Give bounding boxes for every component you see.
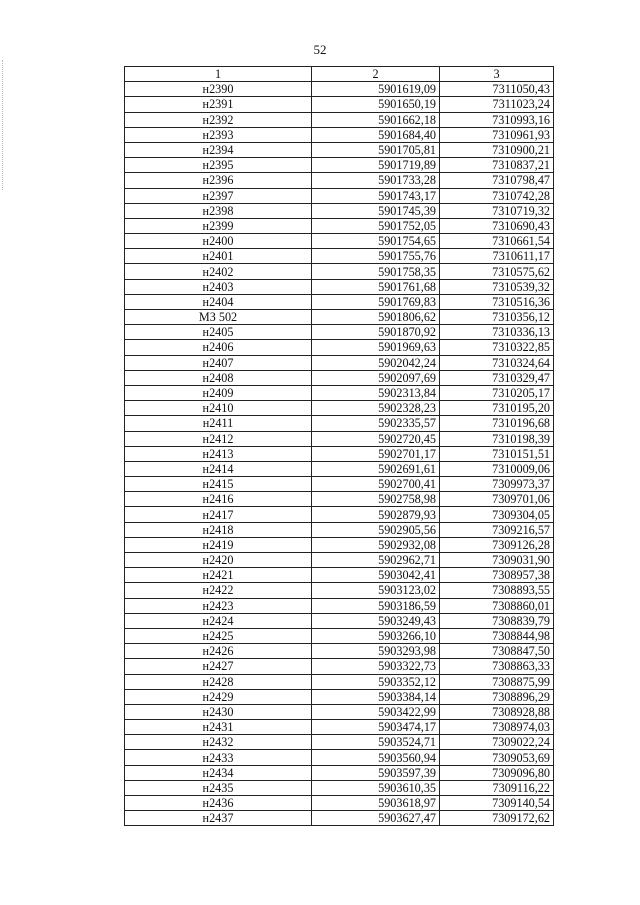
point-name-cell: н2431	[125, 720, 312, 735]
point-name-cell: н2418	[125, 522, 312, 537]
x-coordinate-cell: 5903422,99	[312, 704, 440, 719]
table-row	[125, 613, 554, 628]
y-coordinate-cell: 7309126,28	[440, 537, 554, 552]
x-coordinate-cell: 5903042,41	[312, 568, 440, 583]
x-coordinate-cell: 5903384,14	[312, 689, 440, 704]
y-coordinate-cell: 7310961,93	[440, 127, 554, 142]
point-name-cell: н2391	[125, 97, 312, 112]
y-coordinate-cell: 7308974,03	[440, 720, 554, 735]
x-coordinate-cell: 5901705,81	[312, 142, 440, 157]
table-row	[125, 568, 554, 583]
point-name-cell: н2430	[125, 704, 312, 719]
y-coordinate-cell: 7309973,37	[440, 477, 554, 492]
column-header-y: 3	[440, 67, 554, 82]
table-row	[125, 142, 554, 157]
table-row	[125, 446, 554, 461]
x-coordinate-cell: 5901684,40	[312, 127, 440, 142]
point-name-cell: МЗ 502	[125, 310, 312, 325]
point-name-cell: н2412	[125, 431, 312, 446]
x-coordinate-cell: 5903322,73	[312, 659, 440, 674]
table-row	[125, 127, 554, 142]
y-coordinate-cell: 7310322,85	[440, 340, 554, 355]
y-coordinate-cell: 7308839,79	[440, 613, 554, 628]
point-name-cell: н2410	[125, 401, 312, 416]
table-row	[125, 704, 554, 719]
table-row	[125, 158, 554, 173]
y-coordinate-cell: 7310993,16	[440, 112, 554, 127]
y-coordinate-cell: 7309216,57	[440, 522, 554, 537]
y-coordinate-cell: 7310329,47	[440, 370, 554, 385]
x-coordinate-cell: 5901969,63	[312, 340, 440, 355]
table-row	[125, 674, 554, 689]
x-coordinate-cell: 5901755,76	[312, 249, 440, 264]
y-coordinate-cell: 7310205,17	[440, 385, 554, 400]
column-header-x: 2	[312, 67, 440, 82]
y-coordinate-cell: 7308875,99	[440, 674, 554, 689]
x-coordinate-cell: 5903618,97	[312, 796, 440, 811]
x-coordinate-cell: 5901761,68	[312, 279, 440, 294]
y-coordinate-cell: 7310661,54	[440, 234, 554, 249]
point-name-cell: н2392	[125, 112, 312, 127]
x-coordinate-cell: 5901745,39	[312, 203, 440, 218]
table-row	[125, 234, 554, 249]
table-row	[125, 249, 554, 264]
table-row	[125, 537, 554, 552]
table-row	[125, 780, 554, 795]
table-row	[125, 97, 554, 112]
point-name-cell: н2422	[125, 583, 312, 598]
table-body	[125, 82, 554, 826]
x-coordinate-cell: 5902700,41	[312, 477, 440, 492]
table-row	[125, 720, 554, 735]
y-coordinate-cell: 7308847,50	[440, 644, 554, 659]
x-coordinate-cell: 5902932,08	[312, 537, 440, 552]
y-coordinate-cell: 7310900,21	[440, 142, 554, 157]
page-number: 52	[313, 42, 327, 57]
table-row	[125, 401, 554, 416]
scan-margin-marks	[2, 60, 5, 190]
point-name-cell: н2405	[125, 325, 312, 340]
table-row	[125, 279, 554, 294]
y-coordinate-cell: 7308928,88	[440, 704, 554, 719]
table-row	[125, 811, 554, 826]
column-header-point: 1	[125, 67, 312, 82]
x-coordinate-cell: 5901870,92	[312, 325, 440, 340]
point-name-cell: н2404	[125, 294, 312, 309]
point-name-cell: н2436	[125, 796, 312, 811]
point-name-cell: н2401	[125, 249, 312, 264]
y-coordinate-cell: 7309701,06	[440, 492, 554, 507]
x-coordinate-cell: 5903610,35	[312, 780, 440, 795]
table-row	[125, 750, 554, 765]
table-row	[125, 659, 554, 674]
x-coordinate-cell: 5901758,35	[312, 264, 440, 279]
y-coordinate-cell: 7310151,51	[440, 446, 554, 461]
point-name-cell: н2397	[125, 188, 312, 203]
table-row	[125, 583, 554, 598]
point-name-cell: н2414	[125, 461, 312, 476]
table-header-row	[125, 67, 554, 82]
x-coordinate-cell: 5902335,57	[312, 416, 440, 431]
x-coordinate-cell: 5903627,47	[312, 811, 440, 826]
x-coordinate-cell: 5901619,09	[312, 82, 440, 97]
table-row	[125, 628, 554, 643]
x-coordinate-cell: 5902701,17	[312, 446, 440, 461]
point-name-cell: н2403	[125, 279, 312, 294]
y-coordinate-cell: 7310611,17	[440, 249, 554, 264]
point-name-cell: н2416	[125, 492, 312, 507]
point-name-cell: н2395	[125, 158, 312, 173]
point-name-cell: н2411	[125, 416, 312, 431]
y-coordinate-cell: 7309172,62	[440, 811, 554, 826]
point-name-cell: н2393	[125, 127, 312, 142]
table-row	[125, 644, 554, 659]
point-name-cell: н2406	[125, 340, 312, 355]
table-row	[125, 598, 554, 613]
y-coordinate-cell: 7309053,69	[440, 750, 554, 765]
point-name-cell: н2435	[125, 780, 312, 795]
y-coordinate-cell: 7310837,21	[440, 158, 554, 173]
y-coordinate-cell: 7310195,20	[440, 401, 554, 416]
x-coordinate-cell: 5902691,61	[312, 461, 440, 476]
table-row	[125, 416, 554, 431]
point-name-cell: н2415	[125, 477, 312, 492]
point-name-cell: н2421	[125, 568, 312, 583]
y-coordinate-cell: 7310719,32	[440, 203, 554, 218]
y-coordinate-cell: 7310516,36	[440, 294, 554, 309]
y-coordinate-cell: 7310324,64	[440, 355, 554, 370]
y-coordinate-cell: 7311050,43	[440, 82, 554, 97]
point-name-cell: н2417	[125, 507, 312, 522]
x-coordinate-cell: 5901752,05	[312, 218, 440, 233]
x-coordinate-cell: 5903266,10	[312, 628, 440, 643]
point-name-cell: н2408	[125, 370, 312, 385]
point-name-cell: н2394	[125, 142, 312, 157]
x-coordinate-cell: 5902720,45	[312, 431, 440, 446]
point-name-cell: н2428	[125, 674, 312, 689]
point-name-cell: н2407	[125, 355, 312, 370]
y-coordinate-cell: 7310798,47	[440, 173, 554, 188]
table-row	[125, 385, 554, 400]
y-coordinate-cell: 7309116,22	[440, 780, 554, 795]
x-coordinate-cell: 5903352,12	[312, 674, 440, 689]
point-name-cell: н2433	[125, 750, 312, 765]
x-coordinate-cell: 5902905,56	[312, 522, 440, 537]
point-name-cell: н2423	[125, 598, 312, 613]
table-row	[125, 522, 554, 537]
table-row	[125, 370, 554, 385]
table-row	[125, 492, 554, 507]
point-name-cell: н2398	[125, 203, 312, 218]
point-name-cell: н2432	[125, 735, 312, 750]
point-name-cell: н2426	[125, 644, 312, 659]
y-coordinate-cell: 7309096,80	[440, 765, 554, 780]
point-name-cell: н2437	[125, 811, 312, 826]
y-coordinate-cell: 7310742,28	[440, 188, 554, 203]
y-coordinate-cell: 7309031,90	[440, 553, 554, 568]
y-coordinate-cell: 7308893,55	[440, 583, 554, 598]
x-coordinate-cell: 5903123,02	[312, 583, 440, 598]
point-name-cell: н2434	[125, 765, 312, 780]
y-coordinate-cell: 7308957,38	[440, 568, 554, 583]
y-coordinate-cell: 7310539,32	[440, 279, 554, 294]
x-coordinate-cell: 5902313,84	[312, 385, 440, 400]
point-name-cell: н2409	[125, 385, 312, 400]
x-coordinate-cell: 5902758,98	[312, 492, 440, 507]
x-coordinate-cell: 5901806,62	[312, 310, 440, 325]
table-row	[125, 203, 554, 218]
table-row	[125, 173, 554, 188]
table-row	[125, 218, 554, 233]
x-coordinate-cell: 5901650,19	[312, 97, 440, 112]
point-name-cell: н2400	[125, 234, 312, 249]
x-coordinate-cell: 5901754,65	[312, 234, 440, 249]
point-name-cell: н2413	[125, 446, 312, 461]
table-row	[125, 112, 554, 127]
table-row	[125, 340, 554, 355]
y-coordinate-cell: 7309022,24	[440, 735, 554, 750]
y-coordinate-cell: 7310575,62	[440, 264, 554, 279]
point-name-cell: н2427	[125, 659, 312, 674]
y-coordinate-cell: 7308863,33	[440, 659, 554, 674]
x-coordinate-cell: 5901662,18	[312, 112, 440, 127]
x-coordinate-cell: 5903186,59	[312, 598, 440, 613]
table-row	[125, 765, 554, 780]
y-coordinate-cell: 7308860,01	[440, 598, 554, 613]
point-name-cell: н2424	[125, 613, 312, 628]
table-row	[125, 294, 554, 309]
table-row	[125, 507, 554, 522]
x-coordinate-cell: 5903474,17	[312, 720, 440, 735]
coordinates-table	[124, 66, 554, 826]
table-row	[125, 735, 554, 750]
y-coordinate-cell: 7310196,68	[440, 416, 554, 431]
y-coordinate-cell: 7309304,05	[440, 507, 554, 522]
x-coordinate-cell: 5902962,71	[312, 553, 440, 568]
x-coordinate-cell: 5903293,98	[312, 644, 440, 659]
x-coordinate-cell: 5903560,94	[312, 750, 440, 765]
point-name-cell: н2419	[125, 537, 312, 552]
table-row	[125, 461, 554, 476]
x-coordinate-cell: 5901743,17	[312, 188, 440, 203]
y-coordinate-cell: 7308896,29	[440, 689, 554, 704]
point-name-cell: н2425	[125, 628, 312, 643]
point-name-cell: н2402	[125, 264, 312, 279]
x-coordinate-cell: 5902042,24	[312, 355, 440, 370]
y-coordinate-cell: 7309140,54	[440, 796, 554, 811]
x-coordinate-cell: 5903249,43	[312, 613, 440, 628]
table-row	[125, 188, 554, 203]
table-row	[125, 431, 554, 446]
y-coordinate-cell: 7310198,39	[440, 431, 554, 446]
table-row	[125, 264, 554, 279]
table-row	[125, 82, 554, 97]
x-coordinate-cell: 5903524,71	[312, 735, 440, 750]
point-name-cell: н2390	[125, 82, 312, 97]
table-row	[125, 355, 554, 370]
x-coordinate-cell: 5901769,83	[312, 294, 440, 309]
y-coordinate-cell: 7310690,43	[440, 218, 554, 233]
table-row	[125, 325, 554, 340]
table-row	[125, 310, 554, 325]
x-coordinate-cell: 5901733,28	[312, 173, 440, 188]
x-coordinate-cell: 5902097,69	[312, 370, 440, 385]
y-coordinate-cell: 7308844,98	[440, 628, 554, 643]
table-row	[125, 796, 554, 811]
y-coordinate-cell: 7310009,06	[440, 461, 554, 476]
x-coordinate-cell: 5902328,23	[312, 401, 440, 416]
x-coordinate-cell: 5902879,93	[312, 507, 440, 522]
y-coordinate-cell: 7311023,24	[440, 97, 554, 112]
y-coordinate-cell: 7310336,13	[440, 325, 554, 340]
point-name-cell: н2420	[125, 553, 312, 568]
table-row	[125, 553, 554, 568]
y-coordinate-cell: 7310356,12	[440, 310, 554, 325]
point-name-cell: н2396	[125, 173, 312, 188]
table-row	[125, 689, 554, 704]
point-name-cell: н2399	[125, 218, 312, 233]
x-coordinate-cell: 5901719,89	[312, 158, 440, 173]
x-coordinate-cell: 5903597,39	[312, 765, 440, 780]
table-row	[125, 477, 554, 492]
point-name-cell: н2429	[125, 689, 312, 704]
